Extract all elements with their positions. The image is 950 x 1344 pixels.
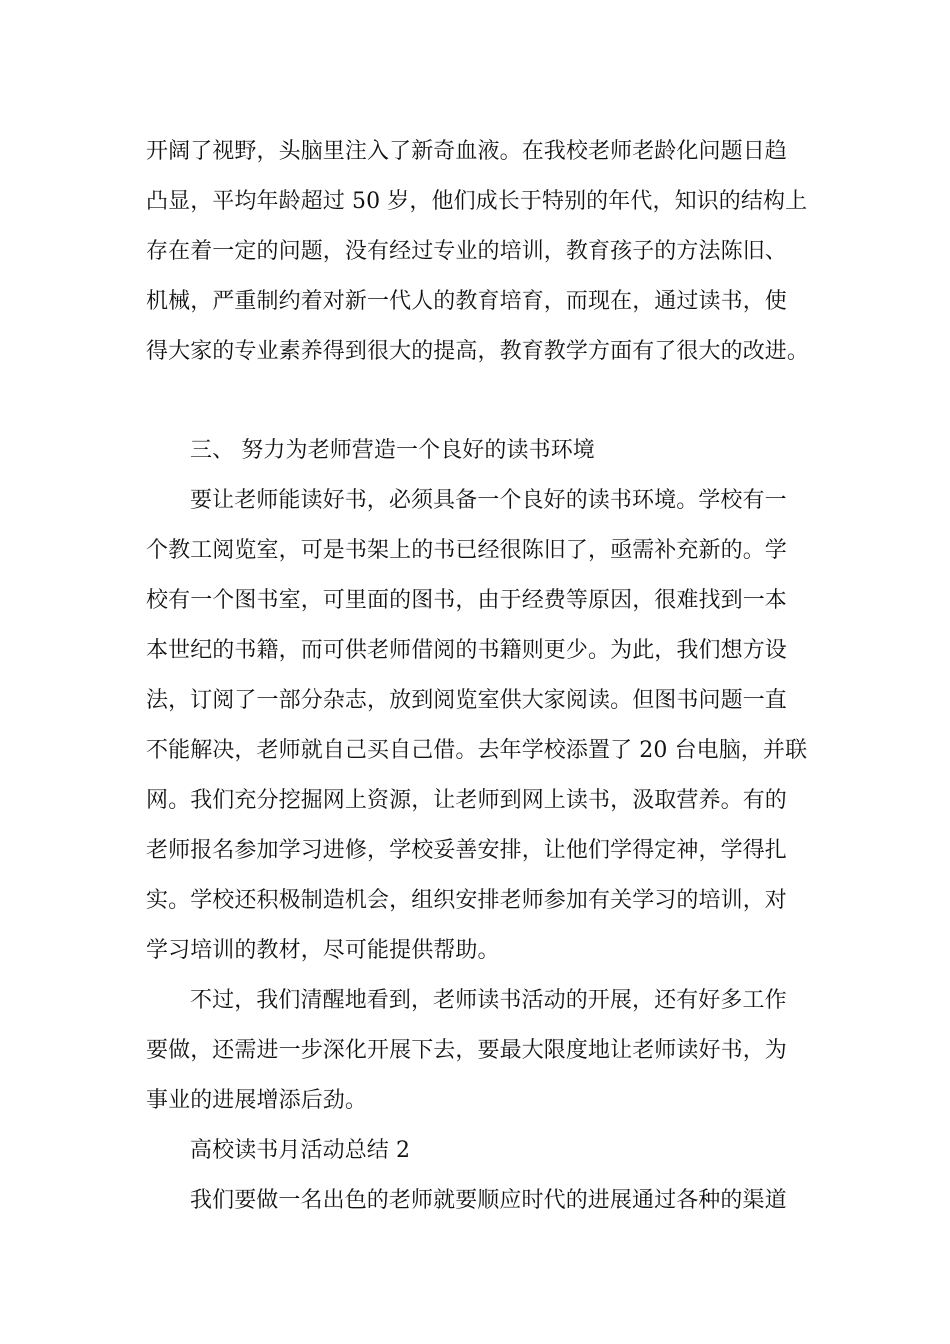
text-line: 要让老师能读好书，必须具备一个良好的读书环境。学校有一 [190,488,787,513]
text-line: 凸显，平均年龄超过 50 岁，他们成长于特别的年代，知识的结构上 [146,189,808,214]
text-line: 法，订阅了一部分杂志，放到阅览室供大家阅读。但图书问题一直 [146,688,787,713]
text-line: 网。我们充分挖掘网上资源，让老师到网上读书，汲取营养。有的 [146,788,787,813]
text-line: 我们要做一名出色的老师就要顺应时代的进展通过各种的渠道 [190,1188,787,1213]
text-line: 得大家的专业素养得到很大的提高，教育教学方面有了很大的改进。 [146,339,810,364]
text-line: 不过，我们清醒地看到，老师读书活动的开展，还有好多工作 [190,988,787,1013]
text-line: 存在着一定的问题，没有经过专业的培训，教育孩子的方法陈旧、 [146,239,787,264]
text-line: 开阔了视野，头脑里注入了新奇血液。在我校老师老龄化问题日趋 [146,139,787,164]
subtitle: 高校读书月活动总结 2 [190,1138,411,1163]
text-line: 学习培训的教材，尽可能提供帮助。 [146,938,500,963]
text-line: 实。学校还积极制造机会，组织安排老师参加有关学习的培训，对 [146,888,787,913]
text-line: 事业的进展增添后劲。 [146,1088,368,1113]
text-line: 校有一个图书室，可里面的图书，由于经费等原因，很难找到一本 [146,588,787,613]
text-line: 本世纪的书籍，而可供老师借阅的书籍则更少。为此，我们想方设 [146,638,787,663]
text-line: 个教工阅览室，可是书架上的书已经很陈旧了，亟需补充新的。学 [146,538,787,563]
text-line: 要做，还需进一步深化开展下去，要最大限度地让老师读好书，为 [146,1038,787,1063]
text-line: 不能解决，老师就自己买自己借。去年学校添置了 20 台电脑，并联 [146,738,808,763]
section-heading: 三、 努力为老师营造一个良好的读书环境 [190,438,595,463]
text-line: 机械，严重制约着对新一代人的教育培育，而现在，通过读书，使 [146,289,787,314]
text-line: 老师报名参加学习进修，学校妥善安排，让他们学得定神，学得扎 [146,838,787,863]
